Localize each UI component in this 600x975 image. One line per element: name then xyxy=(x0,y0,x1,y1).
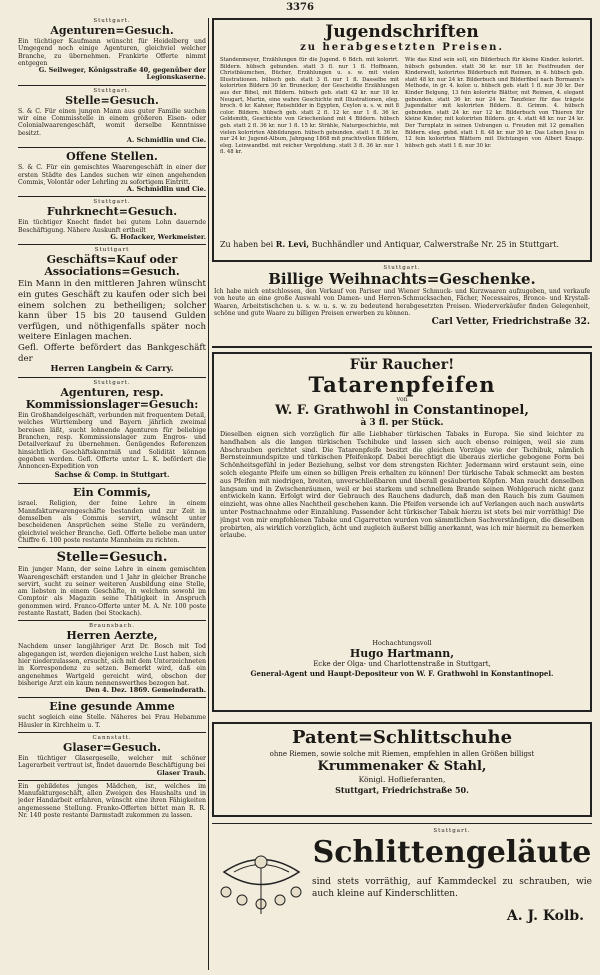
ad-agenturen-heidelberg xyxy=(18,16,206,85)
ad-place: Stuttgart xyxy=(94,247,130,254)
ad-body: S. & C. Für ein gemischtes Waarengeschäft in einer der ersten Städte des Landes suchen wir einen angehenden Commis, Volontär oder Lehrling zu sofortigem Eintritt. xyxy=(18,164,206,186)
book-list xyxy=(220,57,584,237)
ad-aerzte xyxy=(18,620,206,697)
ad-schlittengelaeute xyxy=(212,823,592,944)
ad-body: sucht sogleich eine Stelle. Näheres bei Frau Hebamme Häusler in Kirchheim u. T. xyxy=(18,714,206,729)
ad-body: Dieselben eignen sich vorzüglich für alle Liebhaber türkischen Tabaks in Europa. Sie sind leichter zu handhaben als die langen türkischen Tschibuke und lassen sich auch ebenso reinigen, weil sie zum Abschrauben gerichtet sind. Die Tatarenpfeife besitzt die gleichen Vorzüge wie der Tschibuk, nämlich Bernsteinmundspitze und türkischen Pfeifenkopf. Dabei berechtigt die überaus zierliche gebogene Form bei Schönheitsgefühl in jeder Beziehung, selbst vor dem strengsten Richter. Jedermann wird erstaunt sein, eine solch elegante Pfeife um einen so billigen Preis erhalten zu können! Der türkische Tabak schmeckt am besten aus Pfeifen mit niedrigen, breiten, unverschließbaren und überall gesäuberten Köpfen. Man raucht denselben langsam und in Zwischenräumen, weil er bei starkem und schnellem Brande seinen Wohlgeruch nicht ganz entwickeln kann. Erfolgt wird der Gebrauch des Rauchens dadurch, daß man den Rauch bis zum Gaumen einzieht, was ohne alles Nachtheil geschehen kann. Die Pfeifen versende ich auf Verlangen auch nach auswärts unter Postnachnahme oder Einzahlung. Passender ächt türkischer Tabak hierzu ist stets bei mir vorräthig! Die jüngst von mir empfohlenen Tabake und Cigarretten wurden von sämmtlichen Sachverständigen, die dieselben probirten, als wirklich vorzüglich, ächt und zugleich äußerst billig anerkannt, was ich mir hiermit zu bemerken erlaube. xyxy=(220,431,584,540)
ad-title: Schlittengeläute xyxy=(312,835,592,870)
ad-body: ohne Riemen, sowie solche mit Riemen, empfehlen in allen Größen billigst xyxy=(269,750,535,758)
ad-maker: W. F. Grathwohl in Constantinopel, xyxy=(275,403,529,418)
ad-greeting: Hochachtungsvoll xyxy=(372,639,432,647)
ad-amme xyxy=(18,697,206,732)
ad-stelle-gesuch-1 xyxy=(18,85,206,147)
ad-kommissionslager xyxy=(18,377,206,483)
footer-name: R. Levi, xyxy=(275,239,310,249)
ad-place: Stuttgart. xyxy=(93,18,131,24)
ad-signature: Glaser Traub. xyxy=(156,768,206,777)
column-divider xyxy=(208,18,209,970)
ad-body: Nachdem unser langjähriger Arzt Dr. Bosch mit Tod abgegangen ist, werden diejenigen welche Lust haben, sich hier niederzulassen, ersucht, sich mit dem Unterzeichneten in Korrespondenz zu setzen. Bemerkt wird, daß ein angenehmes Wartgeld gereicht wird, obschon der bisherige Arzt ein kaum nennenswerthes bezogen hat. xyxy=(18,643,206,687)
ad-title: Patent=Schlittschuhe xyxy=(291,727,513,748)
ad-signature: Carl Vetter, Friedrichstraße 32. xyxy=(431,317,590,328)
ad-firm-line-2: Stuttgart, Friedrichstraße 50. xyxy=(335,785,469,795)
ad-pre-title: Für Raucher! xyxy=(349,357,455,373)
ad-weihnachts xyxy=(212,262,592,348)
ad-place: Stuttgart. xyxy=(433,828,471,834)
ad-body-2: Gefl. Offerte befördert das Bankgeschäft der xyxy=(18,342,206,364)
ad-body: Ein tüchtiger Knecht findet bei gutem Lohn dauernde Beschäftigung. Nähere Auskunft ertheilt xyxy=(18,219,206,234)
ad-commis xyxy=(18,483,206,547)
ad-title: Jugendschriften xyxy=(325,22,479,42)
ad-place: Braunsbach. xyxy=(88,623,136,630)
ad-offene-stellen xyxy=(18,147,206,196)
ad-body: S. & C. Für einen jungen Mann aus guter Familie suchen wir eine Commisstelle in einem größeren Eisen- oder Colonialwaarengeschäft, womit derselbe Kenntnisse besitzt. xyxy=(18,107,206,137)
book-list-col-1: Standenmeyer, Erzählungen für die Jugend. 6 Bdch. mit kolorirt. Bildern. hübsch gebunden. statt 3 fl. nur 1 fl. Hoffmann, Christbäumchen, Bücher, Erzählungen u. s. w. mit vielen Illustrationen. hübsch geb. statt 3 fl. nur 1 fl. Dasselbe mit kolorirten Bildern 30 kr. Brunecker, der Gescheidte Erzählungen aus der Bibel, mit Bildern. hübsch geb. statt 42 kr. nur 18 kr. Neugart, Martin, eine wahre Geschichte mit Illustrationen, eleg. broch. 6 kr. Kahner, Reisebilder in Egypten, Ceylon u. s. w. mit 8 color. Bildern. hübsch geb. statt 2 fl. 12 kr. nur 1 fl. 36 kr. Goldsmith, Geschichte von Griechenland mit 4 Bildern. hübsch geb. statt 2 fl. 36 kr. nur 1 fl. 15 kr. Strähle, Naturgeschichte, mit vielen kolorirten Abbildungen. hübsch gebunden. statt 1 fl. 36 kr. nur 24 kr. Jugend-Album, Jahrgang 1868 mit prachtvollen Bildern, eleg. Leinwandbd. mit reicher Vergoldung. statt 3 fl. 36 kr. nur 1 fl. 48 kr. xyxy=(220,57,399,156)
ad-signature-name: Hugo Hartmann, xyxy=(349,647,455,660)
ad-body: Ein tüchtiger Glasergeselle, welcher mit schöner Lagerarbeit vertraut ist, findet dauernde Beschäftigung bei xyxy=(18,755,206,770)
ad-heading: Fuhrknecht=Gesuch. xyxy=(46,205,178,219)
ad-price: à 3 fl. per Stück. xyxy=(360,418,444,428)
ad-body: israel. Religion, der feine Lehre in einem Mannfakturwarengeschäfte bestanden und zur Zeit in demselben als Commis servirt, wünscht unter bescheidenen Ansprüchen seine Stelle zu verändern, gleichviel welcher Branche. Gefl. Offerte beliebe man unter Chiffre 6. 100 poste restante Mannheim zu richten. xyxy=(18,500,206,544)
right-column xyxy=(212,18,592,973)
ad-jugendschriften xyxy=(212,18,592,262)
ad-heading: Ein Commis, xyxy=(73,486,151,500)
ad-signature: Herren Langbein & Carry. xyxy=(50,364,174,375)
ad-fuhrknecht xyxy=(18,196,206,244)
ad-heading: Geschäfts=Kauf oder Associations=Gesuch. xyxy=(44,253,180,279)
ad-firm-name: Krummenaker & Stahl, xyxy=(317,759,487,774)
ad-title: Tatarenpfeifen xyxy=(308,372,496,397)
ad-signature: Sachse & Comp. in Stuttgart. xyxy=(54,470,170,480)
ad-title: Billige Weihnachts=Geschenke. xyxy=(268,270,536,288)
book-list-col-2: Wie das Kind sein soll, ein Bilderbuch für kleine Kinder. kolorirt. hübsch gebunden. statt 36 kr. nur 18 kr. Festfreuden der Kinderwelt, kolorirtes Bilderbuch mit Reimen, in 4. hübsch geb. statt 48 kr. nur 24 kr. Bilderbuch und Bilderfibel nach Bormann's Methode, in gr. 4. kolor. u. hübsch geb. statt 1 fl. nur 30 kr. Der Kinder Belgung, 13 fein kolorirte Blätter, mit Reimen, 4. elegant gebunden. statt 36 kr. nur 24 kr. Tanzfeier für das trägste Jugendalter mit kolorirten Bildern. 8. Grimm. 4. hübsch gebunden. statt 24 kr. nur 12 kr. Bilderbuch von Thieren für kleine Kinder, mit kolorirten Bildern. gr. 4. statt 48 kr. nur 24 kr. Der Turnplatz in seinen Uebungen u. Freuden mit 12 gemalten Bildern. eleg. gebd. statt 1 fl. 48 kr. nur 30 kr. Das Leben Jesu in 12 fein kolorirten Blättern mit Dichtungen von Albert Knapp. hübsch geb. statt 1 fl. nur 30 kr. xyxy=(405,57,584,149)
ad-signature: A. Schmidlin und Cie. xyxy=(126,185,206,194)
ad-heading: Stelle=Gesuch. xyxy=(56,550,168,566)
ad-footer xyxy=(220,239,584,250)
ad-tatarenpfeifen xyxy=(212,352,592,712)
page-number: 3376 xyxy=(286,2,314,13)
ad-signature: G. Seilweger, Königsstraße 40, gegenüber der Legionskaserne. xyxy=(38,66,206,82)
ad-patent-schlittschuhe xyxy=(212,722,592,817)
left-column xyxy=(18,16,206,971)
ad-place: Stuttgart. xyxy=(93,380,131,387)
ad-heading: Agenturen, resp. Kommissionslager=Gesuch: xyxy=(25,386,199,412)
ad-heading: Stelle=Gesuch. xyxy=(65,93,159,107)
ad-heading: Agenturen=Gesuch. xyxy=(50,24,174,37)
ad-heading: Offene Stellen. xyxy=(66,150,158,164)
footer-pre: Zu haben bei xyxy=(220,240,274,249)
ad-body: Ich habe mich entschlossen, den Verkauf von Pariser und Wiener Schmuck- und Kurzwaaren aufzugeben, und verkaufe von heute an eine große Auswahl von Damen- und Herren-Schmucksachen, Fächer, Necessaires, Bronce- und Krystall-Waaren, Arbeitstischchen u. s. w. u. s. w. zu bedeutend herabgesetzten Preisen. Wiederverkäufer finden Gelegenheit, schöne und gute Waare zu billigen Preisen erwerben zu können. xyxy=(214,288,590,317)
ad-signature-line-2: General-Agent und Haupt-Depositeur von W. F. Grathwohl in Konstantinopel. xyxy=(250,669,554,678)
ad-maedchen xyxy=(18,780,206,822)
ad-signature: A. J. Kolb. xyxy=(506,908,584,924)
ad-heading: Glaser=Gesuch. xyxy=(62,741,161,754)
ad-place: Stuttgart. xyxy=(93,87,131,94)
ad-von: von xyxy=(396,396,408,403)
ad-firm-line-1: Königl. Hoflieferanten, xyxy=(358,775,446,784)
ad-body: Ein gebildetes junges Mädchen, isr., welches im Manufakturgeschäft, allen Zweigen des Haushalts und in jeder Handarbeit erfahren, wünscht eine ihren Fähigkeiten angemessene Stellung. Franko-Offerten bittet man R. R. Nr. 140 poste restante Darmstadt zukommen zu lassen. xyxy=(18,782,206,820)
ad-body: Ein Großhandelgeschäft, verbunden mit frequentem Detail, welches Württemberg und Bayern jährlich zweimal bereisen läßt, sucht lohnende Agenturen für beliebige Branchen, resp. Kommissionslager zum Engros- und Detailverkauf zu übernehmen. Genügendes Referenzen hinsichtlich Geschäftskenntniß und Solidität können gegeben werden. Gefl. Offerte unter L. K. befördert die Annoncen-Expedition von xyxy=(18,412,206,471)
ad-heading: Eine gesunde Amme xyxy=(49,700,175,714)
ad-place: Cannstatt. xyxy=(92,735,132,741)
ad-signature-line-1: Ecke der Olga- und Charlottenstraße in Stuttgart, xyxy=(313,660,491,668)
ad-place: Stuttgart. xyxy=(93,199,131,206)
ad-stelle-gesuch-2 xyxy=(18,547,206,620)
ad-signature: Den 4. Dez. 1869. Gemeinderath. xyxy=(85,686,206,695)
ad-signature: G. Hofacker, Werkmeister. xyxy=(110,233,206,242)
ad-body: sind stets vorräthig, auf Kammdeckel zu schrauben, wie auch kleine auf Kinderschlitten. xyxy=(312,877,592,899)
ad-place: Stuttgart. xyxy=(383,265,421,271)
ad-body: Ein tüchtiger Kaufmann wünscht für Heidelberg und Umgegend noch einige Agenturen, gleichviel welcher Branche, zu übernehmen. Frankirte Offerte nimmt entgegen xyxy=(18,38,206,67)
ad-heading: Herren Aerzte, xyxy=(66,629,158,643)
footer-post: Buchhändler und Antiquar, Calwerstraße Nr. 25 in Stuttgart. xyxy=(311,240,560,249)
ad-signature: A. Schmidlin und Cie. xyxy=(126,135,206,144)
ad-subtitle: zu herabgesetzten Preisen. xyxy=(300,42,504,53)
sleigh-bell-ornament-icon xyxy=(214,842,309,922)
ad-body: Ein junger Mann, der seine Lehre in einem gemischten Waarengeschäft erstanden und 1 Jahr in gleicher Branche servirt, sucht zu seiner weiteren Ausbildung eine Stelle, am liebsten in einem Geschäfte, in welchem sowohl im Comptoir als Magazin seine Thätigkeit in Anspruch genommen wird. Franco-Offerte unter M. A. Nr. 100 poste restante Rastatt, Baden (bei Stockach). xyxy=(18,566,206,618)
ad-glaser xyxy=(18,732,206,780)
ad-body: Ein Mann in den mittleren Jahren wünscht ein gutes Geschäft zu kaufen oder sich bei einem solchen zu betheiligen; solcher kann über 15 bis 20 tausend Gulden verfügen, und nöthigenfalls später noch weitere Einlagen machen. xyxy=(18,279,206,343)
ad-geschaefts-kauf xyxy=(18,244,206,377)
